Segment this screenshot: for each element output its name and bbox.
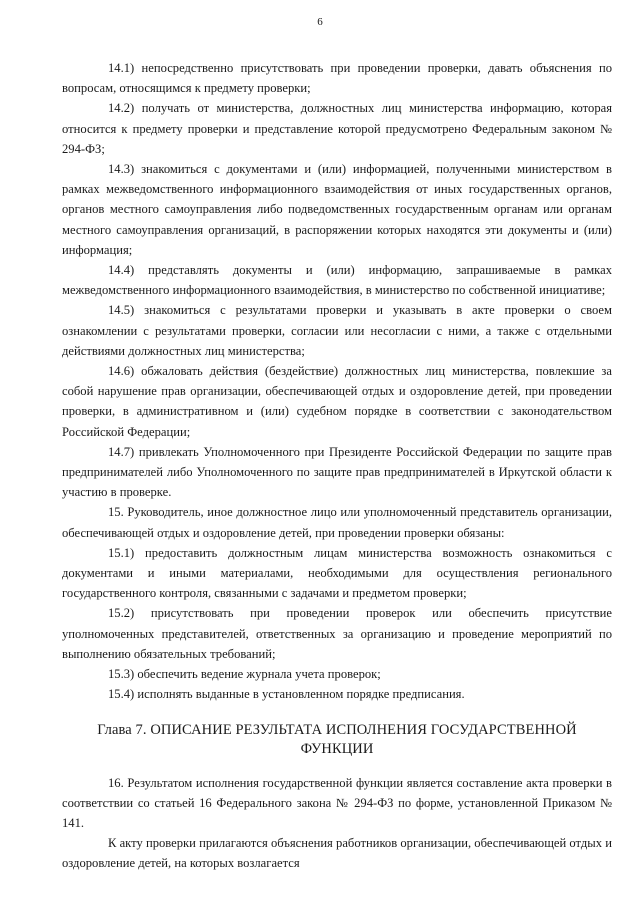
paragraph-15-3: 15.3) обеспечить ведение журнала учета проверок; [108,667,381,682]
paragraph-14-1: 14.1) непосредственно присутствовать при проведении проверки, давать объяснения по вопросам, относящимся к предмету проверки; [62,61,612,96]
chapter-heading-line-1: Глава 7. ОПИСАНИЕ РЕЗУЛЬТАТА ИСПОЛНЕНИЯ ГОСУДАРСТВЕННОЙ [97,721,577,738]
paragraph-14-6: 14.6) обжаловать действия (бездействие) должностных лиц министерства, повлекшие за собой нарушение прав организации, обеспечивающей отдых и оздоровление детей, при проведении проверки, в административном и (или) судебном порядке в соответствии с законодательством Российской Федерации; [62,364,612,439]
paragraph-14-4: 14.4) представлять документы и (или) информацию, запрашиваемые в рамках межведомственного информационного взаимодействия, в министерство по собственной инициативе; [62,263,612,298]
paragraph-14-2: 14.2) получать от министерства, должностных лиц министерства информацию, которая относится к предмету проверки и представление которой предусмотрено Федеральным законом № 294-ФЗ; [62,101,612,156]
paragraph-14-7: 14.7) привлекать Уполномоченного при Президенте Российской Федерации по защите прав предпринимателей либо Уполномоченного по защите прав предпринимателей в Иркутской области к участию в проверке. [62,444,612,500]
chapter-heading [62,721,612,759]
paragraph-15-2: 15.2) присутствовать при проведении проверок или обеспечить присутствие уполномоченных представителей, ответственных за организацию и проведение мероприятий по выполнению обязательных требований; [62,606,612,661]
paragraph-14-5: 14.5) знакомиться с результатами проверки и указывать в акте проверки о своем ознакомлении с результатами проверки, согласии или несогласии с ними, а также с отдельными действиями должностных лиц министерства; [62,303,612,358]
paragraph-16: 16. Результатом исполнения государственной функции является составление акта проверки в соответствии со статьей 16 Федерального закона № 294-ФЗ по форме, установленной Приказом № 141. [62,775,612,830]
paragraph-15: 15. Руководитель, иное должностное лицо или уполномоченный представитель организации, обеспечивающей отдых и оздоровление детей, при проведении проверки обязаны: [62,505,612,540]
paragraph-14-3: 14.3) знакомиться с документами и (или) информацией, полученными министерством в рамках межведомственного информационного взаимодействия от иных государственных органов, органов местного самоуправления либо подведомственных государственным органам или органам местного самоуправления организаций, в распоряжении которых находятся эти документы и (или) информация; [62,162,612,257]
paragraph-16-attachments: К акту проверки прилагаются объяснения работников организации, обеспечивающей отдых и оздоровление детей, на которых возлагается [62,836,612,871]
paragraph-15-4: 15.4) исполнять выданные в установленном порядке предписания. [108,687,465,702]
page-number: 6 [317,16,323,28]
paragraph-15-1: 15.1) предоставить должностным лицам министерства возможность ознакомиться с документами и иными материалами, необходимыми для осуществления регионального государственного контроля, связанными с задачами и предметом проверки; [62,545,612,601]
document-body [62,58,612,874]
chapter-heading-line-2: ФУНКЦИИ [300,740,374,757]
